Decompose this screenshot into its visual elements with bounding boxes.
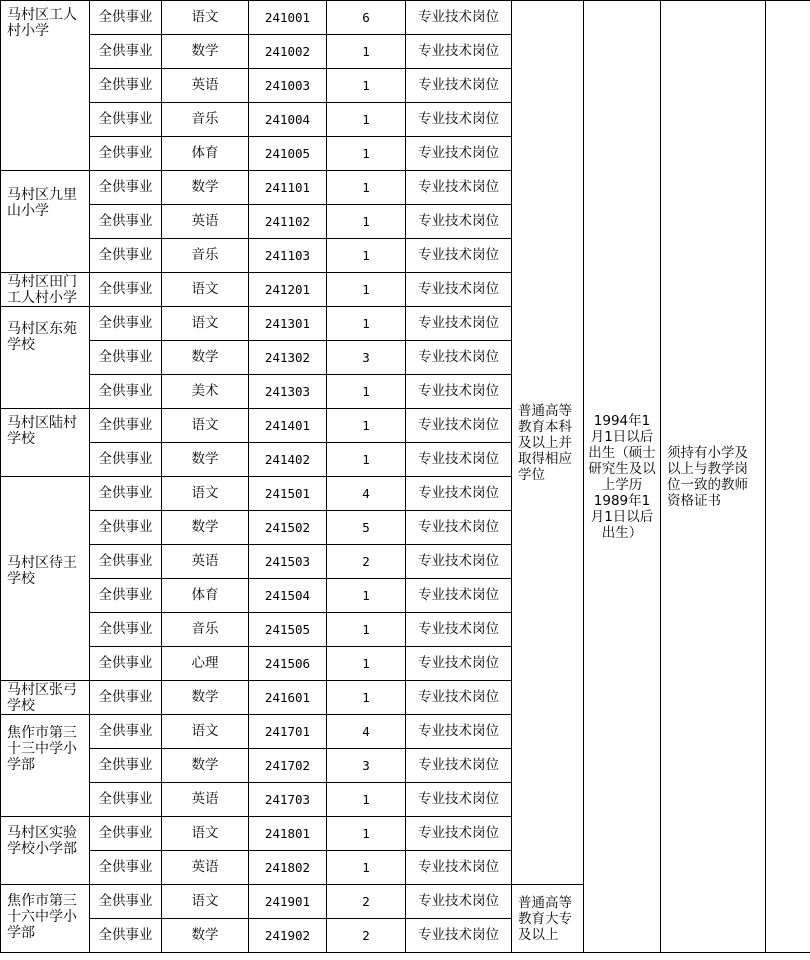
funding-type: 全供事业	[90, 545, 162, 579]
subject: 语文	[162, 477, 249, 511]
subject: 体育	[162, 137, 249, 171]
position-category: 专业技术岗位	[406, 715, 512, 749]
position-category: 专业技术岗位	[406, 35, 512, 69]
funding-type: 全供事业	[90, 171, 162, 205]
table-row	[1, 1, 810, 35]
funding-type: 全供事业	[90, 239, 162, 273]
funding-type: 全供事业	[90, 885, 162, 919]
funding-type: 全供事业	[90, 103, 162, 137]
headcount: 1	[327, 375, 406, 409]
headcount: 1	[327, 817, 406, 851]
position-category: 专业技术岗位	[406, 919, 512, 953]
school-name: 焦作市第三十三中学小学部	[7, 725, 77, 773]
school-name: 马村区工人村小学	[7, 7, 77, 39]
position-code: 241502	[249, 511, 327, 545]
subject: 语文	[162, 273, 249, 307]
position-category: 专业技术岗位	[406, 477, 512, 511]
headcount: 2	[327, 919, 406, 953]
funding-type: 全供事业	[90, 749, 162, 783]
headcount: 6	[327, 1, 406, 35]
school-name: 马村区张弓学校	[7, 682, 77, 714]
school-cell	[1, 681, 90, 715]
position-code: 241503	[249, 545, 327, 579]
headcount: 1	[327, 579, 406, 613]
position-category: 专业技术岗位	[406, 443, 512, 477]
subject: 语文	[162, 1, 249, 35]
position-category: 专业技术岗位	[406, 885, 512, 919]
subject: 英语	[162, 69, 249, 103]
funding-type: 全供事业	[90, 273, 162, 307]
subject: 音乐	[162, 613, 249, 647]
headcount: 1	[327, 273, 406, 307]
position-code: 241301	[249, 307, 327, 341]
position-category: 专业技术岗位	[406, 783, 512, 817]
school-name: 马村区待王学校	[7, 555, 77, 587]
funding-type: 全供事业	[90, 613, 162, 647]
position-category: 专业技术岗位	[406, 851, 512, 885]
position-category: 专业技术岗位	[406, 69, 512, 103]
remarks-cell	[766, 1, 810, 953]
position-category: 专业技术岗位	[406, 817, 512, 851]
funding-type: 全供事业	[90, 205, 162, 239]
subject: 音乐	[162, 103, 249, 137]
education-requirement-junior: 普通高等教育大专及以上	[512, 885, 584, 953]
funding-type: 全供事业	[90, 1, 162, 35]
education-requirement: 普通高等教育本科及以上并取得相应学位	[512, 1, 584, 885]
funding-type: 全供事业	[90, 715, 162, 749]
headcount: 1	[327, 69, 406, 103]
position-code: 241001	[249, 1, 327, 35]
school-cell	[1, 273, 90, 307]
position-category: 专业技术岗位	[406, 375, 512, 409]
subject: 数学	[162, 35, 249, 69]
headcount: 1	[327, 307, 406, 341]
headcount: 1	[327, 205, 406, 239]
subject: 数学	[162, 919, 249, 953]
position-code: 241103	[249, 239, 327, 273]
position-category: 专业技术岗位	[406, 307, 512, 341]
subject: 心理	[162, 647, 249, 681]
headcount: 1	[327, 613, 406, 647]
position-code: 241703	[249, 783, 327, 817]
school-name: 马村区实验学校小学部	[7, 825, 77, 857]
funding-type: 全供事业	[90, 409, 162, 443]
headcount: 2	[327, 545, 406, 579]
subject: 数学	[162, 681, 249, 715]
headcount: 1	[327, 851, 406, 885]
position-code: 241505	[249, 613, 327, 647]
funding-type: 全供事业	[90, 681, 162, 715]
position-code: 241102	[249, 205, 327, 239]
position-category: 专业技术岗位	[406, 681, 512, 715]
funding-type: 全供事业	[90, 443, 162, 477]
position-code: 241701	[249, 715, 327, 749]
position-code: 241303	[249, 375, 327, 409]
subject: 数学	[162, 341, 249, 375]
school-cell	[1, 1, 90, 171]
headcount: 1	[327, 171, 406, 205]
school-cell	[1, 885, 90, 953]
funding-type: 全供事业	[90, 817, 162, 851]
subject: 美术	[162, 375, 249, 409]
school-name: 马村区田门工人村小学	[7, 274, 77, 306]
school-cell	[1, 409, 90, 477]
headcount: 1	[327, 681, 406, 715]
subject: 语文	[162, 409, 249, 443]
position-category: 专业技术岗位	[406, 205, 512, 239]
position-category: 专业技术岗位	[406, 273, 512, 307]
position-category: 专业技术岗位	[406, 545, 512, 579]
position-category: 专业技术岗位	[406, 579, 512, 613]
headcount: 1	[327, 103, 406, 137]
headcount: 2	[327, 885, 406, 919]
funding-type: 全供事业	[90, 137, 162, 171]
position-code: 241004	[249, 103, 327, 137]
school-name: 焦作市第三十六中学小学部	[7, 893, 77, 941]
subject: 英语	[162, 205, 249, 239]
table-body	[1, 1, 810, 953]
subject: 英语	[162, 545, 249, 579]
subject: 数学	[162, 511, 249, 545]
subject: 音乐	[162, 239, 249, 273]
position-code: 241302	[249, 341, 327, 375]
position-code: 241702	[249, 749, 327, 783]
funding-type: 全供事业	[90, 307, 162, 341]
funding-type: 全供事业	[90, 375, 162, 409]
school-cell	[1, 307, 90, 409]
funding-type: 全供事业	[90, 69, 162, 103]
position-code: 241501	[249, 477, 327, 511]
position-code: 241003	[249, 69, 327, 103]
position-code: 241601	[249, 681, 327, 715]
headcount: 1	[327, 409, 406, 443]
headcount: 1	[327, 443, 406, 477]
headcount: 1	[327, 35, 406, 69]
position-category: 专业技术岗位	[406, 171, 512, 205]
position-code: 241802	[249, 851, 327, 885]
position-category: 专业技术岗位	[406, 239, 512, 273]
position-category: 专业技术岗位	[406, 511, 512, 545]
subject: 语文	[162, 817, 249, 851]
headcount: 1	[327, 647, 406, 681]
position-code: 241101	[249, 171, 327, 205]
subject: 语文	[162, 715, 249, 749]
school-name: 马村区九里山小学	[7, 187, 77, 219]
funding-type: 全供事业	[90, 783, 162, 817]
funding-type: 全供事业	[90, 341, 162, 375]
funding-type: 全供事业	[90, 35, 162, 69]
position-code: 241504	[249, 579, 327, 613]
position-code: 241401	[249, 409, 327, 443]
headcount: 1	[327, 137, 406, 171]
subject: 语文	[162, 885, 249, 919]
position-category: 专业技术岗位	[406, 103, 512, 137]
school-cell	[1, 477, 90, 681]
certificate-requirement: 须持有小学及以上与教学岗位一致的教师资格证书	[661, 1, 766, 953]
position-category: 专业技术岗位	[406, 749, 512, 783]
school-name: 马村区陆村学校	[7, 415, 77, 447]
school-name: 马村区东苑学校	[7, 321, 77, 353]
age-requirement: 1994年1月1日以后出生（硕士研究生及以上学历1989年1月1日以后出生）	[584, 1, 661, 953]
position-code: 241002	[249, 35, 327, 69]
subject: 体育	[162, 579, 249, 613]
subject: 语文	[162, 307, 249, 341]
headcount: 1	[327, 239, 406, 273]
position-category: 专业技术岗位	[406, 1, 512, 35]
position-category: 专业技术岗位	[406, 647, 512, 681]
subject: 数学	[162, 749, 249, 783]
subject: 数学	[162, 171, 249, 205]
funding-type: 全供事业	[90, 579, 162, 613]
headcount: 1	[327, 783, 406, 817]
headcount: 5	[327, 511, 406, 545]
funding-type: 全供事业	[90, 919, 162, 953]
position-code: 241901	[249, 885, 327, 919]
position-code: 241005	[249, 137, 327, 171]
subject: 数学	[162, 443, 249, 477]
position-code: 241801	[249, 817, 327, 851]
school-cell	[1, 817, 90, 885]
headcount: 4	[327, 477, 406, 511]
position-code: 241402	[249, 443, 327, 477]
subject: 英语	[162, 851, 249, 885]
position-category: 专业技术岗位	[406, 137, 512, 171]
position-category: 专业技术岗位	[406, 613, 512, 647]
headcount: 4	[327, 715, 406, 749]
position-category: 专业技术岗位	[406, 341, 512, 375]
school-cell	[1, 171, 90, 273]
funding-type: 全供事业	[90, 647, 162, 681]
funding-type: 全供事业	[90, 511, 162, 545]
position-category: 专业技术岗位	[406, 409, 512, 443]
school-cell	[1, 715, 90, 817]
headcount: 3	[327, 341, 406, 375]
funding-type: 全供事业	[90, 851, 162, 885]
headcount: 3	[327, 749, 406, 783]
position-code: 241201	[249, 273, 327, 307]
position-code: 241506	[249, 647, 327, 681]
funding-type: 全供事业	[90, 477, 162, 511]
subject: 英语	[162, 783, 249, 817]
position-code: 241902	[249, 919, 327, 953]
